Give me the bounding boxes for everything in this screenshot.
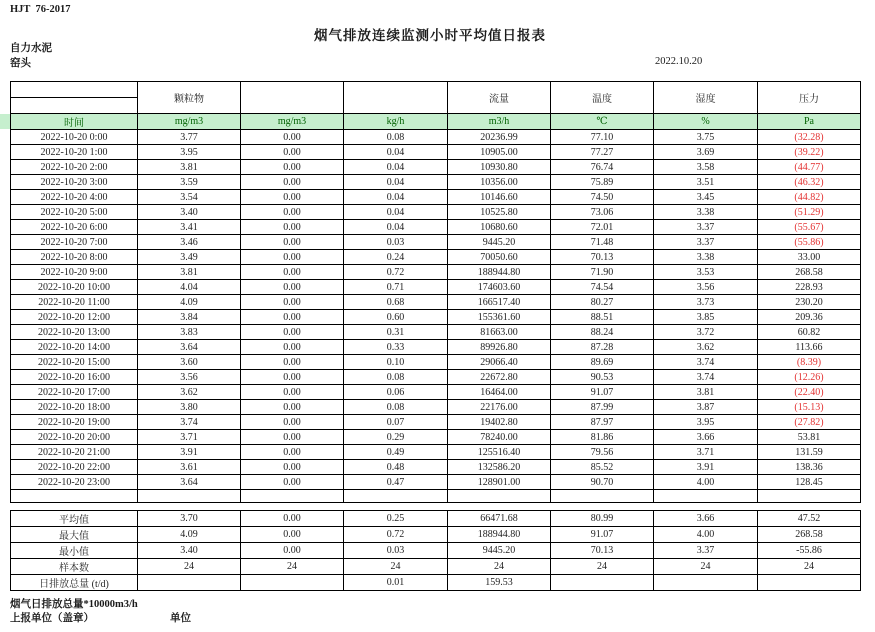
row-label-cell: 2022-10-20 1:00 xyxy=(11,145,138,160)
value-cell: 0.04 xyxy=(344,175,448,190)
value-cell: 4.09 xyxy=(138,295,241,310)
value-cell: 3.61 xyxy=(138,460,241,475)
table-row xyxy=(11,205,861,220)
value-cell: 3.37 xyxy=(654,543,758,559)
value-cell: 0.00 xyxy=(241,400,344,415)
value-cell: 87.99 xyxy=(551,400,654,415)
value-cell: 3.64 xyxy=(138,475,241,490)
value-cell: 89.69 xyxy=(551,355,654,370)
table-row xyxy=(11,175,861,190)
value-cell: 85.52 xyxy=(551,460,654,475)
value-cell: 16464.00 xyxy=(448,385,551,400)
table-row xyxy=(11,325,861,340)
row-label-cell: 平均值 xyxy=(11,511,138,527)
hourly-data-table xyxy=(10,81,861,503)
value-cell: 0.25 xyxy=(344,511,448,527)
row-label-cell: 2022-10-20 6:00 xyxy=(11,220,138,235)
value-cell: 230.20 xyxy=(758,295,861,310)
spacer-cell xyxy=(11,490,138,503)
value-cell: 89926.80 xyxy=(448,340,551,355)
value-cell: 113.66 xyxy=(758,340,861,355)
row-label-cell: 2022-10-20 12:00 xyxy=(11,310,138,325)
table-row xyxy=(11,310,861,325)
unit-header-row xyxy=(11,114,861,130)
value-cell: 4.04 xyxy=(138,280,241,295)
row-label-cell: 2022-10-20 17:00 xyxy=(11,385,138,400)
value-cell: 3.91 xyxy=(654,460,758,475)
unit-m3h: m3/h xyxy=(448,114,551,130)
footer-unit-label: 单位 xyxy=(170,613,191,624)
value-cell: 138.36 xyxy=(758,460,861,475)
value-cell: 3.66 xyxy=(654,430,758,445)
value-cell: 0.00 xyxy=(241,295,344,310)
value-cell: 0.08 xyxy=(344,130,448,145)
value-cell: 0.00 xyxy=(241,190,344,205)
value-cell: 81663.00 xyxy=(448,325,551,340)
value-cell: 77.27 xyxy=(551,145,654,160)
value-cell: 79.56 xyxy=(551,445,654,460)
value-cell: 24 xyxy=(551,559,654,575)
value-cell: 90.53 xyxy=(551,370,654,385)
value-cell: 9445.20 xyxy=(448,543,551,559)
row-label-cell: 样本数 xyxy=(11,559,138,575)
value-cell: 0.60 xyxy=(344,310,448,325)
value-cell: 70.13 xyxy=(551,543,654,559)
group-header-pressure: 压力 xyxy=(758,82,861,114)
table-row xyxy=(11,355,861,370)
row-label-cell: 2022-10-20 20:00 xyxy=(11,430,138,445)
value-cell: 0.00 xyxy=(241,160,344,175)
row-label-cell: 2022-10-20 15:00 xyxy=(11,355,138,370)
value-cell: 0.04 xyxy=(344,205,448,220)
value-cell: (39.22) xyxy=(758,145,861,160)
value-cell: 3.83 xyxy=(138,325,241,340)
unit-kgh: kg/h xyxy=(344,114,448,130)
value-cell: 0.00 xyxy=(241,543,344,559)
value-cell: (32.28) xyxy=(758,130,861,145)
value-cell: 3.81 xyxy=(138,160,241,175)
table-row xyxy=(11,445,861,460)
group-header-particulate: 颗粒物 xyxy=(138,82,241,114)
value-cell: 0.00 xyxy=(241,385,344,400)
value-cell: 188944.80 xyxy=(448,527,551,543)
group-header-humidity: 湿度 xyxy=(654,82,758,114)
row-label-cell: 2022-10-20 4:00 xyxy=(11,190,138,205)
value-cell: 3.91 xyxy=(138,445,241,460)
value-cell: 3.38 xyxy=(654,250,758,265)
value-cell: 3.40 xyxy=(138,205,241,220)
value-cell: 74.54 xyxy=(551,280,654,295)
value-cell: 10146.60 xyxy=(448,190,551,205)
value-cell: 47.52 xyxy=(758,511,861,527)
value-cell: 3.72 xyxy=(654,325,758,340)
value-cell: 24 xyxy=(654,559,758,575)
time-header-blank-bottom xyxy=(11,98,138,114)
row-label-cell: 2022-10-20 0:00 xyxy=(11,130,138,145)
row-label-cell: 2022-10-20 13:00 xyxy=(11,325,138,340)
value-cell: 0.00 xyxy=(241,175,344,190)
value-cell: 0.68 xyxy=(344,295,448,310)
value-cell: 209.36 xyxy=(758,310,861,325)
value-cell: 3.56 xyxy=(654,280,758,295)
emission-source-name: 窑头 xyxy=(10,58,31,69)
value-cell: 0.72 xyxy=(344,265,448,280)
value-cell: 0.03 xyxy=(344,543,448,559)
row-label-cell: 2022-10-20 18:00 xyxy=(11,400,138,415)
value-cell: (15.13) xyxy=(758,400,861,415)
value-cell: 0.06 xyxy=(344,385,448,400)
row-label-cell: 2022-10-20 21:00 xyxy=(11,445,138,460)
table-row xyxy=(11,543,861,559)
spacer-cell xyxy=(758,490,861,503)
row-label-cell: 2022-10-20 23:00 xyxy=(11,475,138,490)
value-cell: 74.50 xyxy=(551,190,654,205)
table-row xyxy=(11,370,861,385)
value-cell: 0.71 xyxy=(344,280,448,295)
value-cell: 166517.40 xyxy=(448,295,551,310)
row-label-cell: 2022-10-20 14:00 xyxy=(11,340,138,355)
report-title: 烟气排放连续监测小时平均值日报表 xyxy=(314,28,546,43)
value-cell: 24 xyxy=(241,559,344,575)
table-row xyxy=(11,475,861,490)
footer-note: 烟气日排放总量*10000m3/h xyxy=(10,599,138,610)
value-cell: 0.31 xyxy=(344,325,448,340)
value-cell: (55.86) xyxy=(758,235,861,250)
value-cell: 0.00 xyxy=(241,130,344,145)
value-cell: 0.00 xyxy=(241,527,344,543)
value-cell xyxy=(758,575,861,591)
value-cell: 0.49 xyxy=(344,445,448,460)
value-cell: 81.86 xyxy=(551,430,654,445)
unit-percent: % xyxy=(654,114,758,130)
value-cell: 4.09 xyxy=(138,527,241,543)
value-cell: 0.29 xyxy=(344,430,448,445)
table-row xyxy=(11,220,861,235)
value-cell: 0.00 xyxy=(241,445,344,460)
value-cell: 22672.80 xyxy=(448,370,551,385)
value-cell: 3.95 xyxy=(654,415,758,430)
value-cell: 24 xyxy=(344,559,448,575)
value-cell: (44.82) xyxy=(758,190,861,205)
value-cell: 66471.68 xyxy=(448,511,551,527)
value-cell: 3.81 xyxy=(654,385,758,400)
row-label-cell: 2022-10-20 8:00 xyxy=(11,250,138,265)
time-column-header: 时间 xyxy=(11,114,138,130)
value-cell: 0.00 xyxy=(241,355,344,370)
value-cell: 70.13 xyxy=(551,250,654,265)
value-cell: 3.66 xyxy=(654,511,758,527)
value-cell: 155361.60 xyxy=(448,310,551,325)
unit-mgm3-2: mg/m3 xyxy=(241,114,344,130)
value-cell: 0.00 xyxy=(241,475,344,490)
value-cell: 3.74 xyxy=(654,355,758,370)
value-cell: 188944.80 xyxy=(448,265,551,280)
value-cell: 3.95 xyxy=(138,145,241,160)
value-cell: 20236.99 xyxy=(448,130,551,145)
value-cell: 0.00 xyxy=(241,340,344,355)
value-cell: 87.28 xyxy=(551,340,654,355)
value-cell: 70050.60 xyxy=(448,250,551,265)
value-cell: (12.26) xyxy=(758,370,861,385)
table-row xyxy=(11,190,861,205)
value-cell: 10930.80 xyxy=(448,160,551,175)
value-cell: 0.24 xyxy=(344,250,448,265)
value-cell: 3.62 xyxy=(654,340,758,355)
value-cell: (44.77) xyxy=(758,160,861,175)
value-cell: 24 xyxy=(758,559,861,575)
table-row xyxy=(11,235,861,250)
value-cell: 3.69 xyxy=(654,145,758,160)
footer-report-unit-label: 上报单位（盖章） xyxy=(10,613,94,624)
value-cell: 4.00 xyxy=(654,475,758,490)
value-cell: 0.07 xyxy=(344,415,448,430)
value-cell: 91.07 xyxy=(551,527,654,543)
table-row xyxy=(11,340,861,355)
value-cell: 80.99 xyxy=(551,511,654,527)
value-cell: 3.73 xyxy=(654,295,758,310)
value-cell: 0.00 xyxy=(241,430,344,445)
value-cell: 3.62 xyxy=(138,385,241,400)
value-cell: 3.64 xyxy=(138,340,241,355)
value-cell: (8.39) xyxy=(758,355,861,370)
value-cell: 3.87 xyxy=(654,400,758,415)
table-row xyxy=(11,295,861,310)
row-label-cell: 2022-10-20 11:00 xyxy=(11,295,138,310)
value-cell: 268.58 xyxy=(758,527,861,543)
value-cell: 77.10 xyxy=(551,130,654,145)
value-cell: 0.00 xyxy=(241,280,344,295)
value-cell: 3.56 xyxy=(138,370,241,385)
value-cell: 78240.00 xyxy=(448,430,551,445)
row-label-cell: 最大值 xyxy=(11,527,138,543)
value-cell: 0.00 xyxy=(241,220,344,235)
value-cell: 268.58 xyxy=(758,265,861,280)
value-cell: 53.81 xyxy=(758,430,861,445)
value-cell: 0.00 xyxy=(241,310,344,325)
table-row xyxy=(11,559,861,575)
table-row xyxy=(11,400,861,415)
value-cell: 10905.00 xyxy=(448,145,551,160)
value-cell: 71.48 xyxy=(551,235,654,250)
value-cell: 0.10 xyxy=(344,355,448,370)
table-row xyxy=(11,575,861,591)
value-cell: 0.04 xyxy=(344,220,448,235)
value-cell: 9445.20 xyxy=(448,235,551,250)
value-cell: 132586.20 xyxy=(448,460,551,475)
value-cell xyxy=(241,575,344,591)
value-cell: 29066.40 xyxy=(448,355,551,370)
table-row xyxy=(11,511,861,527)
value-cell: 3.75 xyxy=(654,130,758,145)
value-cell xyxy=(551,575,654,591)
value-cell: 19402.80 xyxy=(448,415,551,430)
value-cell: 3.51 xyxy=(654,175,758,190)
row-label-cell: 2022-10-20 2:00 xyxy=(11,160,138,175)
group-header-flow: 流量 xyxy=(448,82,551,114)
value-cell: 87.97 xyxy=(551,415,654,430)
table-row xyxy=(11,250,861,265)
value-cell: 3.70 xyxy=(138,511,241,527)
value-cell: 72.01 xyxy=(551,220,654,235)
value-cell: 0.00 xyxy=(241,250,344,265)
value-cell: 3.58 xyxy=(654,160,758,175)
value-cell: 0.04 xyxy=(344,160,448,175)
table-row xyxy=(11,145,861,160)
value-cell: 3.45 xyxy=(654,190,758,205)
value-cell: 0.00 xyxy=(241,415,344,430)
value-cell xyxy=(654,575,758,591)
standard-code: HJT 76-2017 xyxy=(10,4,71,15)
value-cell: 10356.00 xyxy=(448,175,551,190)
value-cell: 0.72 xyxy=(344,527,448,543)
value-cell: 71.90 xyxy=(551,265,654,280)
value-cell: 3.74 xyxy=(654,370,758,385)
value-cell: 3.49 xyxy=(138,250,241,265)
value-cell: 0.47 xyxy=(344,475,448,490)
row-label-cell: 2022-10-20 19:00 xyxy=(11,415,138,430)
value-cell: (55.67) xyxy=(758,220,861,235)
value-cell: 33.00 xyxy=(758,250,861,265)
value-cell: 3.71 xyxy=(654,445,758,460)
spacer-cell xyxy=(654,490,758,503)
value-cell: (27.82) xyxy=(758,415,861,430)
spacer-row xyxy=(11,490,861,503)
value-cell: 3.74 xyxy=(138,415,241,430)
value-cell: 10525.80 xyxy=(448,205,551,220)
spacer-cell xyxy=(344,490,448,503)
value-cell: 91.07 xyxy=(551,385,654,400)
value-cell: 128901.00 xyxy=(448,475,551,490)
value-cell: 24 xyxy=(448,559,551,575)
value-cell: 3.59 xyxy=(138,175,241,190)
table-row xyxy=(11,385,861,400)
value-cell: 88.51 xyxy=(551,310,654,325)
table-row xyxy=(11,415,861,430)
unit-celsius: ℃ xyxy=(551,114,654,130)
value-cell: 0.08 xyxy=(344,400,448,415)
value-cell: 0.03 xyxy=(344,235,448,250)
table-row xyxy=(11,280,861,295)
value-cell: 0.04 xyxy=(344,190,448,205)
value-cell: 0.00 xyxy=(241,205,344,220)
value-cell: 0.00 xyxy=(241,325,344,340)
value-cell: 3.80 xyxy=(138,400,241,415)
row-label-cell: 2022-10-20 5:00 xyxy=(11,205,138,220)
value-cell: (51.29) xyxy=(758,205,861,220)
value-cell: -55.86 xyxy=(758,543,861,559)
value-cell: 0.33 xyxy=(344,340,448,355)
value-cell: 3.37 xyxy=(654,235,758,250)
report-date: 2022.10.20 xyxy=(655,56,703,67)
value-cell: 3.37 xyxy=(654,220,758,235)
value-cell: 3.54 xyxy=(138,190,241,205)
row-label-cell: 最小值 xyxy=(11,543,138,559)
value-cell: 3.46 xyxy=(138,235,241,250)
value-cell: 174603.60 xyxy=(448,280,551,295)
group-header-blank-1 xyxy=(241,82,344,114)
value-cell: 0.01 xyxy=(344,575,448,591)
value-cell: 159.53 xyxy=(448,575,551,591)
value-cell: 0.48 xyxy=(344,460,448,475)
value-cell: 131.59 xyxy=(758,445,861,460)
value-cell: 3.40 xyxy=(138,543,241,559)
summary-table xyxy=(10,510,861,591)
value-cell: 24 xyxy=(138,559,241,575)
group-header-row xyxy=(11,82,861,98)
spacer-cell xyxy=(241,490,344,503)
group-header-temperature: 温度 xyxy=(551,82,654,114)
value-cell: 90.70 xyxy=(551,475,654,490)
table-row xyxy=(11,160,861,175)
value-cell: 80.27 xyxy=(551,295,654,310)
value-cell: 75.89 xyxy=(551,175,654,190)
table-row xyxy=(11,265,861,280)
value-cell: 228.93 xyxy=(758,280,861,295)
row-label-cell: 2022-10-20 9:00 xyxy=(11,265,138,280)
group-header-blank-2 xyxy=(344,82,448,114)
value-cell: 0.00 xyxy=(241,265,344,280)
value-cell: 3.41 xyxy=(138,220,241,235)
spacer-cell xyxy=(448,490,551,503)
table-row xyxy=(11,460,861,475)
row-label-cell: 2022-10-20 16:00 xyxy=(11,370,138,385)
value-cell: 0.08 xyxy=(344,370,448,385)
value-cell: 3.71 xyxy=(138,430,241,445)
value-cell: 88.24 xyxy=(551,325,654,340)
value-cell: 3.38 xyxy=(654,205,758,220)
value-cell: 3.81 xyxy=(138,265,241,280)
value-cell: 0.00 xyxy=(241,235,344,250)
value-cell: 22176.00 xyxy=(448,400,551,415)
table-row xyxy=(11,130,861,145)
row-label-cell: 2022-10-20 3:00 xyxy=(11,175,138,190)
value-cell: 3.53 xyxy=(654,265,758,280)
unit-mgm3-1: mg/m3 xyxy=(138,114,241,130)
value-cell: 3.84 xyxy=(138,310,241,325)
value-cell: 3.85 xyxy=(654,310,758,325)
table-row xyxy=(11,527,861,543)
row-label-cell: 2022-10-20 7:00 xyxy=(11,235,138,250)
unit-pa: Pa xyxy=(758,114,861,130)
value-cell: 73.06 xyxy=(551,205,654,220)
value-cell: 128.45 xyxy=(758,475,861,490)
spacer-cell xyxy=(138,490,241,503)
row-label-cell: 2022-10-20 10:00 xyxy=(11,280,138,295)
table-row xyxy=(11,430,861,445)
value-cell: 76.74 xyxy=(551,160,654,175)
row-label-cell: 日排放总量 (t/d) xyxy=(11,575,138,591)
row-label-cell: 2022-10-20 22:00 xyxy=(11,460,138,475)
value-cell: 0.04 xyxy=(344,145,448,160)
time-header-blank-top xyxy=(11,82,138,98)
value-cell: (46.32) xyxy=(758,175,861,190)
value-cell: 0.00 xyxy=(241,370,344,385)
value-cell: 0.00 xyxy=(241,460,344,475)
value-cell: 60.82 xyxy=(758,325,861,340)
value-cell: 10680.60 xyxy=(448,220,551,235)
value-cell: 3.60 xyxy=(138,355,241,370)
value-cell: 0.00 xyxy=(241,145,344,160)
value-cell: 4.00 xyxy=(654,527,758,543)
value-cell: (22.40) xyxy=(758,385,861,400)
spacer-cell xyxy=(551,490,654,503)
value-cell: 3.77 xyxy=(138,130,241,145)
value-cell: 125516.40 xyxy=(448,445,551,460)
value-cell xyxy=(138,575,241,591)
company-name: 自力水泥 xyxy=(10,43,52,54)
value-cell: 0.00 xyxy=(241,511,344,527)
